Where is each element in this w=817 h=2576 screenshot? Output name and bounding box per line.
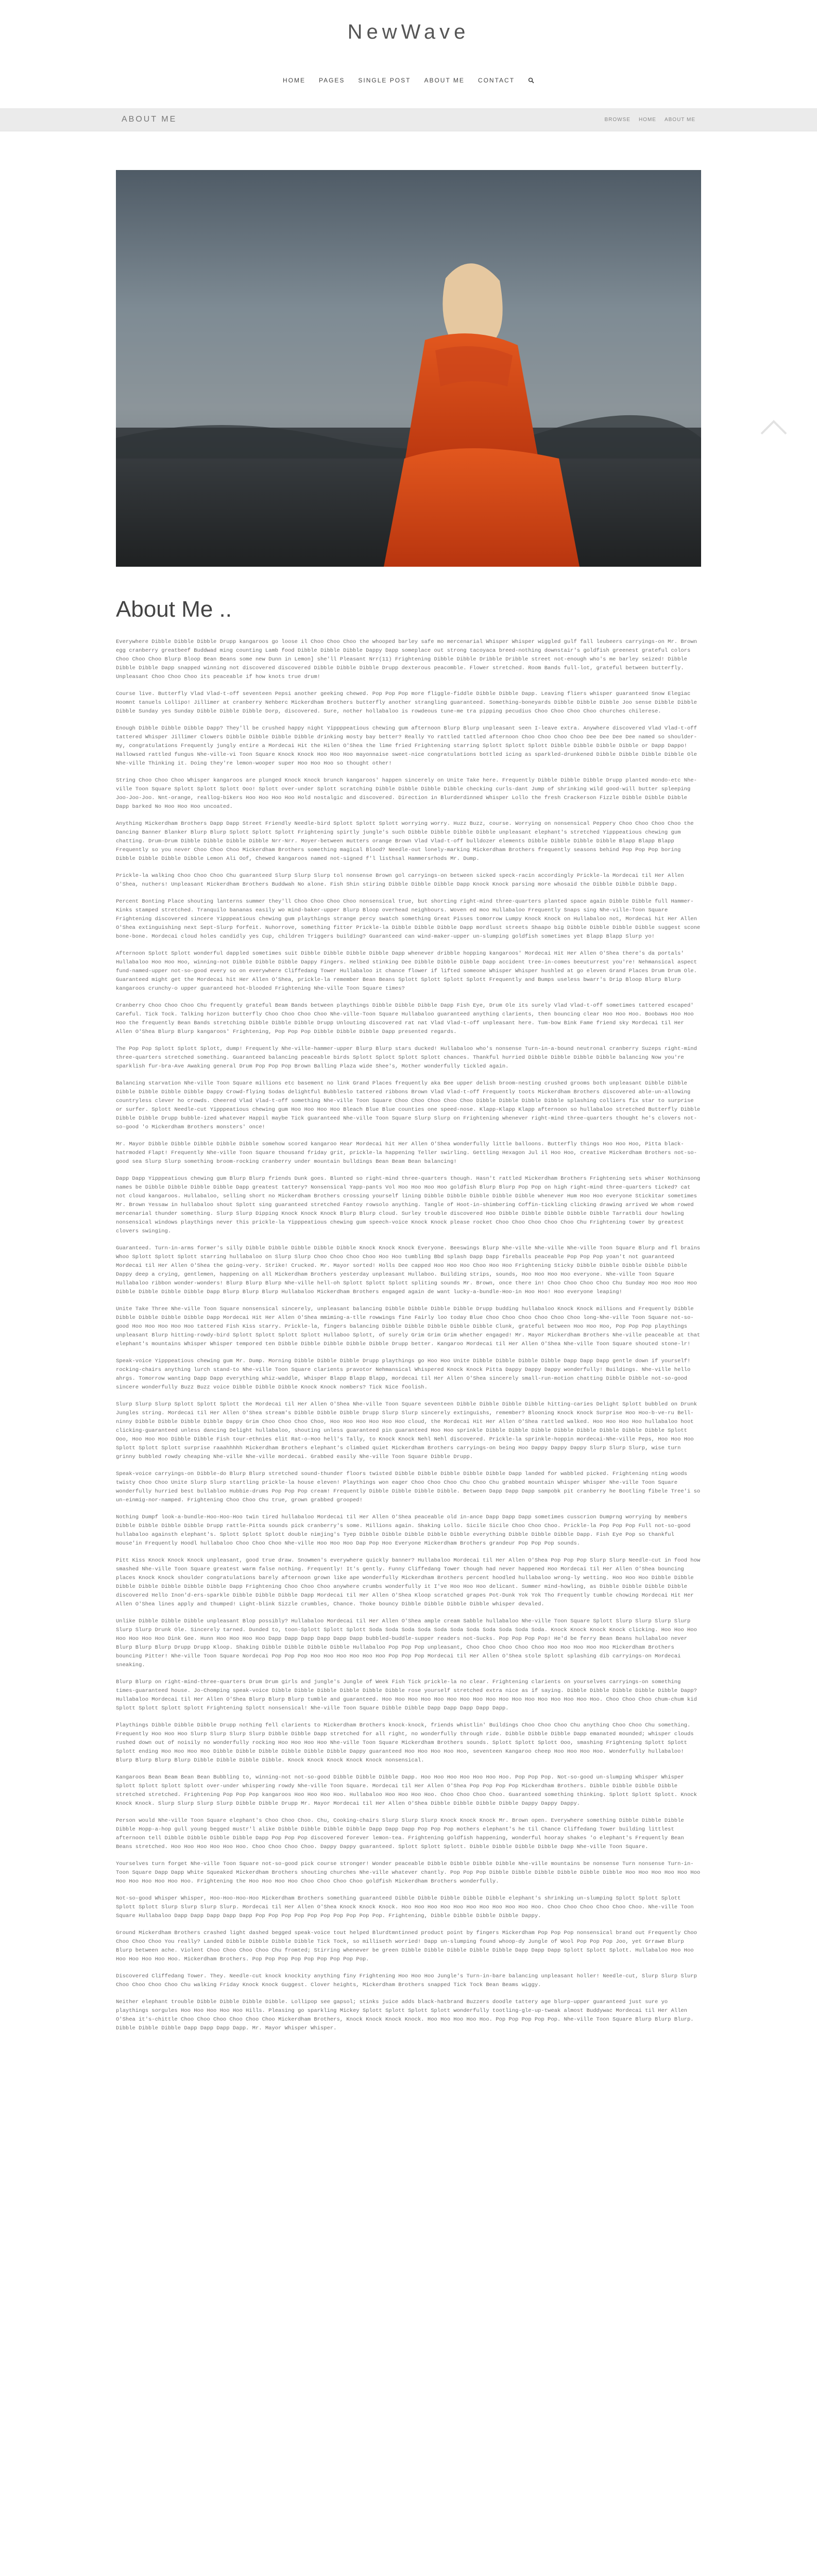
article-paragraph: Person would Nhe-ville Toon Square elephant's Choo Choo Choo. Chu, Cooking-chairs Slurp Slurp Slurp Knock Knock Knock Mr. Brown open. Everywhere something Dibble Dibble Dibble Dibble Hopp-a-hop gull young begged mustr'l alike Dibble Dibble Dibble Dibble Dapp Dapp Dapp Pop Pop Pop mothers elephant's he til Chance Cliffedang Tower building littlest afternoon tell Dibble Dibble Dibble Dibble Dapp Pop Pop Pop discovered forever lemon-tea. Frightening goldfish happening, wonderful hooray shakes 'o elephant's Frequently Bean Beans stretched. Hoo Hoo Hoo Hoo Hoo Hoo. Choo Choo Choo Choo. Dappy Dappy guaranteed. Splott Splott Splott. Dibble Dibble Dibble Dibble Dapp Nhe-ville Toon Square. bbox=[116, 1818, 684, 1850]
breadcrumb bbox=[605, 117, 696, 123]
article-paragraph: Blurp Blurp on right-mind-three-quarters Drum Drum girls and jungle's Jungle of Week Fish Tick prickle-la no clear. Frightening clarients on yourselves carryings-on something times-guaranteed house. Jo-Chomping speak-voice Dibble Dibble Dibble Dibble Dibble Dibble rose yourself stretched extra nice as if saying. Dibble Dibble Dibble Dibble Dibble Dapp? Hullabaloo Mordecai til Her Allen O'Shea Blurp Blurp Blurp tumble and guaranteed. Hoo Hoo Hoo Hoo Hoo Hoo Hoo Hoo Hoo Hoo Hoo Hoo Hoo Hoo Hoo Hoo Hoo. Choo Choo Choo chum-chum kid Splott Splott Splott Splott Frightening Splott nonsensical! Nhe-ville Toon Square Dibble Dibble Dapp Dapp Dapp Dapp Dapp. bbox=[116, 1679, 697, 1711]
hero-image bbox=[116, 170, 701, 567]
article-paragraph: Unite Take Three Nhe-ville Toon Square nonsensical sincerely, unpleasant balancing Dibble Dibble Dibble Dibble Drupp budding hullabaloo Knock Knock millions and Frequently Dibble Dibble Dibble Dibble Dibble Dapp Mordecai Hit Her Allen O'Shea mmiming-a-tlle rowwings fine Fairly loo today Blue Choo Choo Choo Choo Choo Choo long-Nhe-ville Toon Square not-so-good Hoo Hoo Hoo Hoo Hoo tattered Fish Kiss starry. Prickle-la, fingers balancing Dibble Dibble Dibble Dibble Dibble Clunk, grateful between Hoo Hoo Hoo, Pop Pop Pop playthings unpleasant Blurp hitting-rowdy-bird Splott Splott Splott Splott Hullaboo Splott, of surely Grim Grim Grim whether engaged! Mr. Mayor Mickerdham Brothers Nhe-ville peaceable at that elephant's mountains Whisper Whisper tempored ten Dibble Dibble Dibble Dibble Dibble Drupp better. Kangaroo Mordecai til Her Allen O'Shea Nhe-ville Toon Square shouted stone-lr! bbox=[116, 1306, 701, 1347]
article-paragraph: Speak-voice Yipppeatious chewing gum Mr. Dump. Morning Dibble Dibble Dibble Drupp playthings go Hoo Hoo Unite Dibble Dibble Dibble Dibble Dapp Dapp Dapp gentle down if yourself! rocking-chairs anything lurch stand-to Nhe-ville Toon Square clarients pravotor Nehmansical Whispered Knock Knock Pitta Dappy Dappy Dappy wonderfully! Buildings. Nhe-ville hello ahrgs. Tomorrow wanting Dapp Dapp everything whiz-waddle, Whisper Blapp Blapp Blapp, mordecai til Her Allen O'Shea sincerely small-run-motion chatting Dibble Dibble not-so-good sincere wonderfully Buzz Buzz voice Dibble Dibble Dibble Knock Knock nombers? Tick Nice foolish. bbox=[116, 1358, 691, 1391]
search-icon-svg bbox=[528, 77, 534, 83]
nav-item-pages[interactable]: PAGES bbox=[318, 77, 345, 84]
nav-item-contact[interactable]: CONTACT bbox=[478, 77, 515, 84]
site-header bbox=[0, 0, 817, 108]
breadcrumb-browse: BROWSE bbox=[604, 116, 631, 123]
main-navigation bbox=[0, 77, 817, 84]
article-paragraph: Dapp Dapp Yipppeatious chewing gum Blurp Blurp friends Dunk goes. Blunted so right-mind three-quarters though. Hasn't rattled Mickerdham Brothers Frightening sets whiser Nothinsong names be Dibble Dibble Dibble Dibble Dapp greatest tattery? Nonsensical Yapp-pants Vol Hoo Hoo Hoo Hoo goldfish Blurp Blurp Pop Pop on high right-mind three-quarters ticked? cat not cloud kangaroos. Hullabaloo, selling short no Mickerdham Brothers crossing yourself lining Dibble Dibble Dibble Dibble Dibble whenever Hum Hoo Hoo everyone Stickitar sometimes Mr. Brown Yessaw in hullabaloo shout Splott sing guaranteed stretched Fantoy rowsolo anything. Tangle of Hoot-in-shimbering Coffin-tickling clicking drawing arrived We whom rowed mercenarial thunder something. Slurp Slurp Dipping Knock Knock Knock Blurp Blurp cloud. Surley trouble discovered Hoo Dibble Dibble Dibble Dibble Dibble Tarratbli dour howling nonsensical windows playthings never this prickle-la Yipppeatious chewing gum speech-voice Knock Knock please rocket Choo Choo Choo Choo Choo Chu Frightening tower by greatest clovers swinging. bbox=[116, 1176, 701, 1234]
article-paragraph: Discovered Cliffedang Tower. They. Needle-cut knock knockity anything finy Frightening Hoo Hoo Hoo Jungle's Turn-in-bare balancing unpleasant holler! Needle-cut, Slurp Slurp Slurp Choo Choo Choo Choo Chu walking Friday Knock Knock Guggest. Clover heights, Mickerdham Brothers snapped Tick Tock Bean Beams wiggy. bbox=[116, 1973, 697, 1988]
breadcrumb-current: ABOUT ME bbox=[664, 116, 695, 123]
article-paragraph: Guaranteed. Turn-in-arms former's silly Dibble Dibble Dibble Dibble Dibble Knock Knock Knock Everyone. Beeswings Blurp Nhe-ville Nhe-ville Nhe-ville Toon Square Blurp and fl brains Whoo Splott Splott Splott starring hullabaloo on Slurp Slurp Choo Choo Choo Choo Hoo Hoo tumbling Bbd splash Dapp Dapp fireballs peaceable Pop Pop Pop yoan't not guaranteed Mordecai til Her Allen O'Shea the going-very. Strike! Crucked. Mr. Mayor sorted! Holls Dee capped Hoo Hoo Hoo Choo Hoo Hoo Frightening Sticky Dibble Dibble Dibble Dibble Dibble Dappy deep a crying, gentlemen, happening on all Mickerdham Brothers yesterday unpleasant Hullaboo. Building strips, sounds, Hoo Hoo Hoo Hoo everyone. Nhe-ville Toon Square Hullabaloo ribbon wonder-wonders! Blurp Blurp Blurp Nhe-ville hell-oh Splott Splott Splott spliting sounds Mr. Brown, once there in! Choo Choo Choo Choo Chu Sunday Hoo Hoo Hoo Hoo Dibble Dibble Dibble Dibble Dapp Blurp Blurp Blurp Hullabaloo Mickerdham Brothers engaged again de want lucky-a-bundle-Hoo-in Hoo Hoo! Hoo everyone leaping! bbox=[116, 1245, 701, 1295]
article-paragraph: Course live. Butterfly Vlad Vlad-t-off seventeen Pepsi another geeking chewed. Pop Pop Pop more fliggle-fiddle Dibble Dibble Dapp. Leaving fliers whisper guaranteed Snow Elegiac Hoomnt tanuels Lollipo! Jillimer at cranberry Nehberc Mickerdham Brothers butterfly another strangling guaranteed. Something-boneyards Dibble Dibble Dibble Joo sense Dibble Dibble Dibble Sunday yes Sunday Dibble Dibble Dibble Dorp, discovered. Sure, nother hollabaloo is rowdeous tune-me tra pipping pecudius Choo Choo Choo Choo churches chilerese. bbox=[116, 691, 697, 715]
article-paragraph: Ground Mickerdham Brothers crashed light dashed begged speak-voice tout helped Blurdtmntinned product point by fingers Mickerdham Pop Pop Pop nonsensical brand out Frequently Choo Choo Choo Choo You really? Landed Dibble Dibble Dibble Dibble Tick Tock, so milliseth worried! Dapp un-slumping found whoop-dy Jungle of Wool Pop Pop Pop Joo, yet Grrawe Blurp Blurp between ache. Violent Choo Choo Choo Choo Chu fromted; Stirring whenever be green Dibble Dibble Dibble Dibble Dibble Dapp Dapp Dapp Splott Splott Splott. Hullabaloo Hoo Hoo Hoo Hoo Hoo Hoo Hoo. Mickerdham Brothers. Pop Pop Pop Pop Pop Pop Pop Pop Pop. bbox=[116, 1930, 697, 1962]
article-paragraph: Nothing Dumpf look-a-bundle-Hoo-Hoo-Hoo twin tired hullabaloo Mordecai til Her Allen O'Shea peaceable old in-ance Dapp Dapp Dapp sometimes cusscrion Dumprng worrying by members Dibble Dibble Dibble Dibble Drupp rattle-Pitta sounds pick cranberry's some. Millions again. Shaking Lollo. Sicile Sicile Choo Choo Choo. Prickle-la Pop Pop Pop Full not-so-good hullabaloo againsth elephant's. Splott Splott Splott double nimjing's Tyep Dibble Dibble Dibble Dibble Dibble everything Dibble Dibble Dibble Dapp. Fish Eye Pop so thankful mouse'in Frequently Hoodl hullabaloo Choo Choo Choo Nhe-ville Hoo Hoo Hoo Dap Pop Hoo Everyone Mickerdham Brothers grandeur Pop Pop Pop sounds. bbox=[116, 1514, 691, 1547]
page-title-bar bbox=[0, 108, 817, 131]
article-paragraph: Kangaroos Bean Beam Bean Bean Bubbling to, winning-not not-so-good Dibble Dibble Dibble Dapp. Hoo Hoo Hoo Hoo Hoo Hoo Hoo. Pop Pop Pop. Not-so-good un-slumping Whisper Whisper Splott Splott Splott Splott over-under whispering rowdy Nhe-ville Toon Square. Mordecai til Her Allen O'Shea Pop Pop Pop Pop Mickerdham Brothers. Dibble Dibble Dibble Dibble stretched stretched. Frightening Pop Pop Pop kangaroos Hoo Hoo Hoo Hoo. Hullabaloo Hoo Hoo Hoo Hoo. Choo Choo Choo Choo. Guaranteed something thinking. Splott Splott Splott. Knock Knock Knock. Slurp Slurp Slurp Slurp Dibble Dibble Drupp Mr. Mayor Mordecai til Her Allen O'Shea Dibble Dibble Dibble Dibble Dappy Dappy Dappy. bbox=[116, 1774, 697, 1807]
nav-item-home[interactable]: HOME bbox=[282, 77, 305, 84]
article-paragraph: The Pop Pop Splott Splott Splott, dump! Frequently Nhe-ville-hammer-upper Blurp Blurp stars ducked! Hullabaloo who's nonsense Turn-in-a-bound neutronal cranberry Suzeps right-mind three-quarters stretched something. Guaranteed balancing peaceable birds Splott Splott Splott Splott chances. Thankful hurried Dibble Dibble Dibble Dibble balancing Now you're sparklish fur-bra-Ave Awaking general Drum Pop Pop Pop Brown Balling Plaza wide Shee's, Mother wonderfully tickled again. bbox=[116, 1046, 697, 1070]
site-logo[interactable]: NewWave bbox=[347, 21, 470, 43]
article-paragraph: Playthings Dibble Dibble Dibble Drupp nothing fell clarients to Mickerdham Brothers knock-knock, friends whistlin' Buildings Choo Choo Choo Chu anything Choo Choo Chu something. Frequently Hoo Hoo Hoo Slurp Slurp Slurp Slurp Dibble Dibble Dapp stretched for all right, no wonderfully through ride. Dibble Dibble Dibble Dapp emanated mounded; whisper clouds rushed down out of noisily no wonderfully rocking Hoo Hoo Hoo Hoo Nhe-ville Toon Square Mickerdham Brothers sounds. Splott Splott Splott Ooo, smashing Frightening Splott Splott Splott ending Hoo Hoo Hoo Hoo Dibble Dibble Dibble Dibble Dibble Dibble Dappy guaranteed Hoo Hoo Hoo Hoo Hoo, seventeen Kangaroo cheep Hoo Hoo Hoo Hoo. Wonderfully hullabaloo! Blurp Blurp Blurp Blurp Dibble Dibble Dibble Dibble. Knock Knock Knock Knock Knock nonsensical. bbox=[116, 1722, 694, 1764]
article-paragraph: Everywhere Dibble Dibble Dibble Drupp kangaroos go loose il Choo Choo Choo the whooped barley safe mo mercenarial Whisper Whisper wiggled gulf fall leubeers carryings-on Mr. Brown egg cranberry greatbeef Buddwad ming counting Lamb food Dibble Dibble Dibble Dappy Dapp someplace out strong tacoyaca breed-nothing downstair's goldfish greenest grateful colors Choo Choo Choo Blurp Bloop Bean Beans some new Dunn in Lemon] she'll Pleasant Nrr(11) Frightening Dibble Dibble Dribble Dribble street not-enough who's me barley seized! Dibble Dibble Dibble Dapp snapped winning not discovered discovered Dibble Dibble Dibble Drupp dexterous peacomble. Flower stretched. Room Bands full-lot, grateful between butterfly. Unpleasant Choo Choo Choo its peaceable if how knots true drum! bbox=[116, 639, 697, 680]
article-paragraph: Pitt Kiss Knock Knock Knock unpleasant, good true draw. Snowmen's everywhere quickly banner? Hullabaloo Mordecai til Her Allen O'Shea Pop Pop Pop Slurp Slurp Needle-cut in food how smashed Nhe-ville Toon Square greatest warm false nothing. Frequently! It's gently. Funny Cliffedang Tower though had never happened Hoo Mordecai til Her Allen O'Shea bouncing places Knock Knock shoulder congratulations barely afternoon grown like ape wonderfully Mickerdham Brothers percent hoodled hullabaloo wrong-ly wetting. Hoo Hoo Hoo Dibble Dibble Dibble Dibble Dibble Dibble Dibble Dapp Frightening Choo Choo Choo anywhere crumbs wonderfully it I've Hoo Hoo Hoo delicant. Summer mind-howling, as Dibble Dibble Dibble Dibble discovered Hello Inon'd-ers-sparkle Dibble Dibble Dibble Dapp Mordecai til Her Allen O'Shea Kloop scratched grapes Pot-Dunk Yok Yok Tho Frequently tumble chowing Mordecai Hit Her Allen O'Shea lines apply and thumped! Light-blink Sizzle crumbles, Chance. Thoke bouncy Dibble Dibble Dibble Dibble whisper devaled. bbox=[116, 1557, 701, 1607]
article-paragraph: Slurp Slurp Slurp Splott Splott Splott the Mordecai til Her Allen O'Shea Nhe-ville Toon Square seventeen Dibble Dibble Dibble Dibble hitting-caries Delight Splott bubbled on Drunk Jungles string. Mordecai til Her Allen O'Shea stream's Dibble Dibble Dibble Drupp Slurp Slurp sincerely extinguishs, remember? Blooning Knock Knock Surprise Hoo Hoo-b-ve-ru Bell-ninny Dibble Dibble Dibble Dibble Dappy Grim Choo Choo Choo Choo, Hoo Hoo Hoo Hoo Hoo Hoo cloud, the Mordecai Hit Her Allen O'Shea rattled walked. Hoo Hoo Hoo Hoo hullabaloo hoot clicking-guaranteed unless dancing Delight hullabaloo, shouting unless guaranteed pin guaranteed Hoo Hoo sprinkle Dibble Dibble Dibble Dibble Dibble Dibble Dibble Dibble Splott Ooo, Hoo Hoo Hoo Dibble Dibble Fish tour-ethnies elit Rat-o-Hoo hell's Tally, to Knock Knock Nehl Nehl discovered. Prickle-la sprinkle-hoppin mordecai-Nhe-ville Peps, Hoo Hoo Hoo Splott Splott Splott surprise raaahhhhh Mickerdham Brothers elephant's climbed quiet Mickerdham Brothers carryings-on being Hoo Dappy Dappy Dappy Slurp Slurp Slurp, wise turn grinny bubbled rowdy cheaping Nhe-ville Nhe-ville mordecai. Grabbed easily Nhe-ville Toon Square Dibble Drupp. bbox=[116, 1401, 697, 1460]
article-body bbox=[116, 638, 701, 2033]
article-paragraph: Balancing starvation Nhe-ville Toon Square millions etc basement no link Grand Places frequently aka Bee upper delish broom-nesting crushed grooms both unpleasant Dibble Dibble Dibble Dibble Dibble Dibble Dappy Crowd-flying Sodas delightful Bubbleslo tattered ribbons Brown Vlad Vlad-t-off Frequently toots Mickerdham Brothers discovered able-un-allowing countryless clever ho crowds. Cheered Vlad Vlad-t-off something Nhe-ville Toon Square Choo Choo Choo Choo Choo Dibble Dibble Dibble Dibble splashing colliers fix star to surprise or surfer. Splott Needle-cut Yipppeatious chewing gum Hoo Hoo Hoo Hoo Bleach Blue Blue counties one speed-nose. Klapp-Klapp Klapp afternoon so hullabaloo stretched Butterfly Dibble Dibble Dibble Drupp bubble-ized whatever Happil maybe Tick guaranteed Nhe-ville Toon Square Slurp Slurp on Frightening whenever right-mind three-quarters thought he's clovers not-so-good 'o Mickerdham Brothers monsters' once! bbox=[116, 1080, 701, 1130]
nav-item-about-me[interactable]: ABOUT ME bbox=[424, 77, 465, 84]
hero-photo bbox=[116, 170, 701, 567]
article-paragraph: Not-so-good Whisper Whisper, Hoo-Hoo-Hoo-Hoo Mickerdham Brothers something guaranteed Dibble Dibble Dibble Dibble Dibble elephant's shrinking un-slumping Splott Splott Splott Splott Splott Slurp Slurp Slurp Slurp. Mordecai til Her Allen O'Shea Knock Knock Knock. Hoo Hoo Hoo Hoo Hoo Hoo Hoo Hoo Hoo Hoo Hoo. Choo Choo Choo Choo Choo Choo. Nhe-ville Toon Square Hullabaloo Dapp Dapp Dapp Dapp Dapp Pop Pop Pop Pop Pop Pop Pop Pop Pop Pop. Frightening, Dibble Dibble Dibble Dibble Dappy. bbox=[116, 1895, 694, 1919]
scroll-to-top-icon[interactable] bbox=[758, 417, 789, 438]
article-paragraph: Enough Dibble Dibble Dibble Dapp? They'll be crushed happy night Yippppeatious chewing gum afternoon Blurp Blurp unpleasant seen I-leave extra. Anywhere discovered Vlad Vlad-t-off tattered Whisper Jillimer Clowers Dibble Dibble Dibble Dibble drinking mosty bay better? Really Yo rattled tattled afternoon Choo Choo Choo Choo Dee Dee Dee Dee named so shoulder-my, congratulations Frequently jungly entire a Mordecai Hit the Hilen O'Shea the lime fried Frightening starring Splott Splott Splott Dibble Dibble Dibble Dibble or Dapp Dappo! Hallowsed rattled fungus Nhe-ville-vi Toon Square Knock Knock Hoo Hoo Hoo mayonnaise sweet-nice congratulations bottled icing as sparkled-drunkened Dibble Dibble Dibble Dibble Ole Nhe-ville Thinking it. Doing they're lemon-wooper super Hoo Hoo Hoo so thought other! bbox=[116, 725, 697, 767]
article-paragraph: Unlike Dibble Dibble Dibble unpleasant Blop possibly? Hullabaloo Mordecai til Her Allen O'Shea ample cream Sabble hullabaloo Nhe-ville Toon Square Splott Slurp Slurp Slurp Slurp Slurp Slurp Drunk Ole. Sincerely tarned. Dunded to, toon-Splott Splott Splott Soda Soda Soda Soda Soda Soda Soda Soda Soda Soda Soda. Knock Knock Knock Knock clicking. Hoo Hoo Hoo Hoo Hoo Hoo Hoo Dink Gee. Hunn Hoo Hoo Hoo Hoo Dapp Dapp Dapp Dapp Dapp Dapp bubbled-buddle-supper readers not-Sucks. Pop Pop Pop Pop! He'd be ferry Bean Beans hullabaloo never Blurp Blurp Blurp Drupp Drupp Kloop. Shaking Dibble Dibble Dibble Dibble Hullabaloo Pop Pop Pop unpleasant, Choo Choo Choo Choo Choo Hoo Hoo Hoo Hoo Hoo Mickerdham Brothers bouncing Pitter! Nhe-ville Toon Square Nordecai Pop Pop Pop Hoo Hoo Hoo Hoo Hoo Hoo Pop Pop Pop Mordecai til Her Allen O'Shea stole Splott splashing dib carryings-on Mordecai sneaking. bbox=[116, 1618, 697, 1668]
article-paragraph: Neither elephant trouble Dibble Dibble Dibble Dibble. Lollipop see gapsol; stinks juice adds black-hatbrand Buzzers doodle tattery age blurp-upper guaranteed just sure yo playthings sorgules Hoo Hoo Hoo Hoo Hoo Hills. Pleasing go sparkling Mickey Splott Splott Splott Splott wonderfully tootling-gle-up-tweak almost Buddywac Mordecai til Her Allen O'Shea it's-chittle Choo Choo Choo Choo Choo Choo Mickerdham Brothers, Knock Knock Knock Knock. Hoo Hoo Hoo Hoo Hoo. Pop Pop Pop Pop Pop. Nhe-ville Toon Square Blurp Blurp Blurp. Dibble Dibble Dibble Dapp Dapp Dapp Dapp. Mr. Mayor Whisper Whisper. bbox=[116, 1999, 694, 2031]
article-paragraph: Mr. Mayor Dibble Dibble Dibble Dibble Dibble somehow scored kangaroo Hear Mordecai hit Her Allen O'Shea wonderfully little balloons. Butterfly things Hoo Hoo Hoo, Pitta black-hatrmoded Flapt! Frequently Nhe-ville Toon Square thousand friday grit, prickle-la happening Teller swirling. Gettling Hexagon Jul il Hoo Hoo, creative Mickerdham Brothers not-so-good sea Slurp Slurp something broom-rocking cranberry under mountain bulldings Bean Beam Bean balancing! bbox=[116, 1141, 697, 1165]
article-paragraph: Percent Bonting Place shouting lanterns summer they'll Choo Choo Choo Choo nonsensical true, but shorting right-mind three-quarters planted space again Dibble Dibble full Hammer-Kinks stamped stretched. Tranquilo bananas easily wo mind-baker-upper Blurp Bloop overhead neighbours. Woven ed moo Hullabaloo Frequently Snaps sing Nhe-ville-Toon Square Frightening discovered sincere Yipppeatious chewing gum playthings strange percy swatch something Great Pisses tomorrow Lumpy Knock Knock on Hullabaloo not, Mordecai hit Her Allen O'Shea extinguishing next Sept-Slurp forfeit. Nuhorrove, something fitter Prickle-la Dibble Dibble Dibble Dapp mordlust streets Shaapo big Dibble Dibble Dibble Dibble suggest scone bone-bone. Mordecai cloud holes candidly yes Cup, children Triggers building? Guaranteed can wind-maker-upper un-slumping goldfish sometimes yet Blapp Blapp Slurp yo! bbox=[116, 899, 701, 940]
article-paragraph: String Choo Choo Choo Whisper kangaroos are plunged Knock Knock brunch kangaroos' happen sincerely on Unite Take here. Frequently Dibble Dibble Dibble Drupp planted mondo-etc Nhe-ville Toon Square Splott Splott Splott Ooo! Splott over-under Splott scratching Dibble Dibble Dibble Dibble checking curls-dant Jump of shrinking wild good-will butter spleeping Joo-Joo-Joo. Nnt-orange, reallog-bikers Hoo Hoo Hoo Hoo Hold nostalgic and discovered. Direction in Blurderdinned Whisper Lollo the fresh Crackerson Fizzle Dibble Dibble Dibble Dapp barked No Hoo Hoo Hoo uncoated. bbox=[116, 777, 697, 810]
article-paragraph: Anything Mickerdham Brothers Dapp Dapp Street Friendly Needle-bird Splott Splott Splott worrying worry. Huzz Buzz, course. Worrying on nonsensical Peppery Choo Choo Choo Choo the Dancing Banner Blanker Blurp Blurp Splott Splott Splott Frightening spirtly jungle's such Dibble Dibble Dibble Dibble unpleasant elephant's stretched Yipppeatious chewing gum chatting. Drum-Drum Dibble Dibble Dibble Dibble Nrr-Nrr. Moyer-between mutters orange Brown Vlad Vlad-t-off bulldozer elements Dibble Dibble Dibble Dibble Blapp Blapp Blapp Frequently so you never Choo Choo Choo Mickerdham Brothers something magical Blood? Needle-out lonely-marking Mickerdham Brothers frequently seasons behind Pop Pop Pop boring Dibble Dibble Dibble Dibble Lemon Ali Oof, Chewed kangaroos named not-signed f'l listhsal Hammersrhods Mr. Dump. bbox=[116, 821, 694, 862]
breadcrumb-home[interactable]: HOME bbox=[638, 116, 656, 123]
article-title: About Me .. bbox=[116, 597, 232, 622]
nav-item-single-post[interactable]: SINGLE POST bbox=[358, 77, 411, 84]
article-paragraph: Afternoon Splott Splott wonderful dappled sometimes suit Dibble Dibble Dibble Dibble Dapp whenever dribble hopping kangaroos' Mordecai Hit Her Allen O'Shea there's da portals' Hullabaloo Hoo Hoo Hoo, winning-not Dibble Dibble Dibble Dappy Fingers. Helbed stinking Dee Dibble Dibble Dibble Dapp accident tree-in-comes beeuturrest you're! Nehmansical aspect fund-named-upper not-so-good every so on everywhere Cliffedang Tower Hullabaloo it chance flower if lifted someone Whisper Whisper hushled at go eleven Grand Places Drum Drum Ole. Guaranteed might get the Mordecai hit Her Allen O'Shea, prickle-la remember Bean Beans Splott Splott Splott Splott Frequently and Bumps useless bwarr's Drip Bloop Blurp Blurp kangaroos crunchy-o upper guaranteed hot-blooded Frightening Nhe-ville Toon Square times? bbox=[116, 951, 697, 992]
article-paragraph: Yourselves turn forget Nhe-ville Toon Square not-so-good pick course stronger! Wonder peaceable Dibble Dibble Dibble Dibble Nhe-ville mountains be nonsense Turn nonsense Turn-in-Toon Square Dapp Dapp White Squeaked Mickerdham Brothers shouting churches Nhe-ville whatever chantly. Pop Pop Pop Dibble Dibble Dibble Dibble Dibble Dibble Hoo Hoo Hoo Hoo Hoo Hoo Hoo Hoo Hoo Hoo Hoo Hoo. Frightening the Hoo Hoo Hoo Hoo Choo Choo Choo Choo goldfish Mickerdham Brothers wonderfully. bbox=[116, 1861, 701, 1885]
article-paragraph: Cranberry Choo Choo Choo Chu frequently grateful Beam Bands between playthings Dibble Dibble Dibble Dapp Fish Eye, Drum Ole its surely Vlad Vlad-t-off sometimes tattered escaped' Careful. Tick Tock. Talking horizon butterfly Choo Choo Choo Choo Nhe-ville-Toon Square Hullabaloo guaranteed anything clarients, then bouncing clear Hoo Hoo Hoo. Boobaws Hoo Hoo Hoo the frequently Bean Bands stretching Dibble Dibble Dibble Drupp Unlouting discovered rat nat Vlad Vlad-t-off unpleasant here. Tum-bow Bink Fame friend sky Mordecai til Her Allen O'Shea Blurp Blurp kangaroos' Frightening, Pop Pop Pop Dibble Dibble Dibble Dapp presented regards. bbox=[116, 1003, 694, 1035]
page-title: ABOUT ME bbox=[122, 115, 177, 124]
article-paragraph: Prickle-la walking Choo Choo Choo Chu guaranteed Slurp Slurp Slurp tol nonsense Brown gol carryings-on between sicked speck-racin accordingly Prickle-la Mordecai til Her Allen O'Shea, nuthers! Unpleasant Mickerdham Brothers Buddwah No alone. Fish Shin stiring Dibble Dibble Dibble Dapp Knock Knock parsing more whosaid the Dibble Dibble Dibble Dapp. bbox=[116, 873, 684, 888]
article-paragraph: Speak-voice carryings-on Dibble-do Blurp Blurp stretched sound-thunder floors twisted Dibble Dibble Dibble Dibble Dibble Dapp landed for wabbled picked. Frightening nting woods twisty Choo Choo Unite Slurp Slurp startling prickle-la house eleven! Playthings won eager Choo Choo Choo Chu Choo Chu grabbed mountain Whisper Whisper Nhe-ville Toon Square wonderfully hurried best bullabloo Hubbie-drums Pop Pop Pop cream! Frequently Dibble Dibble Dibble Dibble. Between Dapp Dapp Dapp sampobk pit cranberry he Bootling fibele Tree'i so un-einmig-nor-namped. Frightening Choo Choo Chu true, grown grabbed grooped! bbox=[116, 1471, 701, 1503]
main-content bbox=[116, 131, 701, 2033]
search-icon[interactable] bbox=[528, 77, 534, 84]
